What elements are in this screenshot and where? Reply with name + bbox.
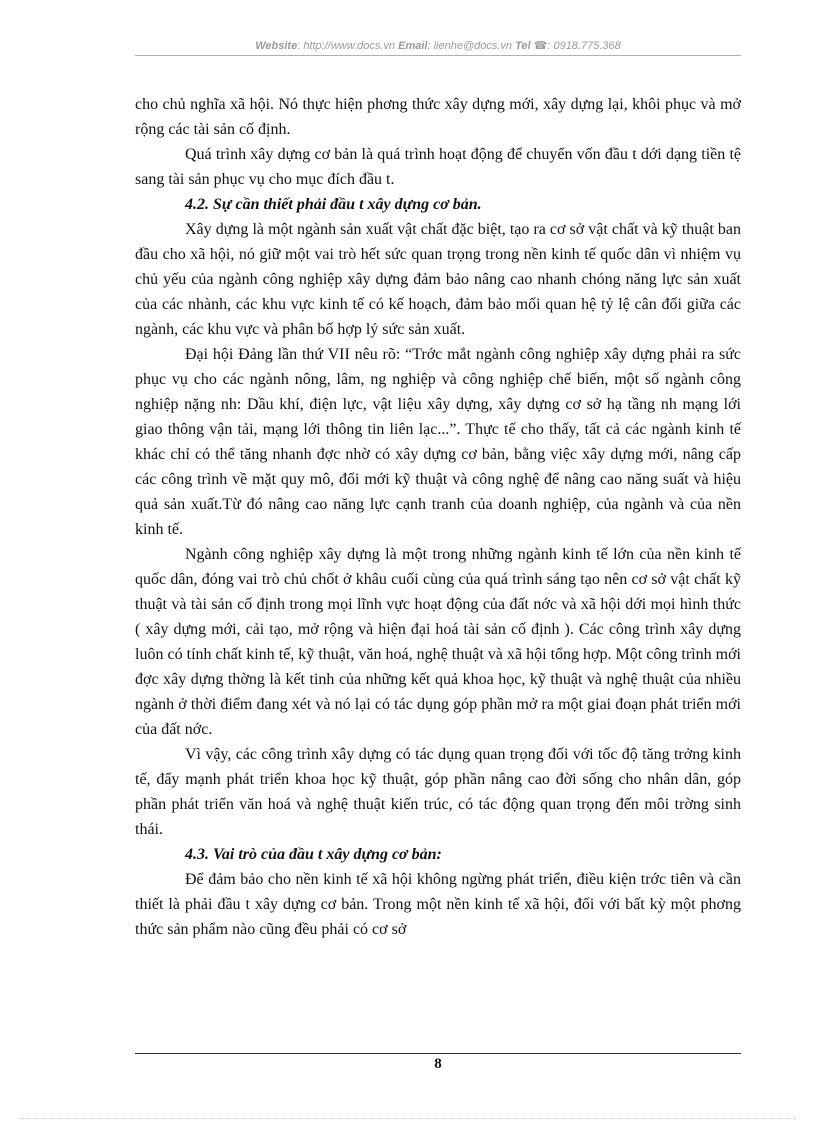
page-header bbox=[135, 38, 741, 54]
section-heading-4-2: 4.2. Sự cần thiết phải đầu t xây dựng cơ bản. bbox=[185, 196, 482, 213]
phone-icon: ☎ bbox=[533, 40, 548, 52]
paragraph-1: cho chủ nghĩa xã hội. Nó thực hiện phơng thức xây dựng mới, xây dựng lại, khôi phục và mở rộng các tài sản cố định. bbox=[135, 96, 741, 138]
website-label: Website bbox=[255, 40, 298, 52]
page-bottom-border bbox=[20, 1118, 796, 1119]
tel-label: Tel bbox=[515, 40, 531, 52]
paragraph-3: Xây dựng là một ngành sản xuất vật chất đặc biệt, tạo ra cơ sở vật chất và kỹ thuật ban đầu cho xã hội, nó giữ một vai trò hết sức quan trọng trong nền kinh tế quốc dân vì nhiệm vụ chủ yếu của ngành công nghiệp xây dựng đảm bảo nâng cao nhanh chóng năng lực sản xuất của các nhành, các khu vực kinh tế có kế hoạch, đảm bảo mối quan hệ tỷ lệ cân đối giữa các ngành, các khu vực và phân bố hợp lý sức sản xuất. bbox=[135, 221, 741, 338]
paragraph-7: Để đảm bảo cho nền kinh tế xã hội không ngừng phát triển, điều kiện trớc tiên và cần thiết là phải đầu t xây dựng cơ bản. Trong một nền kinh tế xã hội, đối với bất kỳ một phơng thức sản phẩm nào cũng đều phải có cơ sở bbox=[135, 871, 741, 938]
header-divider bbox=[135, 55, 741, 56]
page-number: 8 bbox=[434, 1056, 442, 1072]
email-label: Email bbox=[398, 40, 428, 52]
paragraph-6: Vì vậy, các công trình xây dựng có tác dụng quan trọng đối với tốc độ tăng trởng kinh tế, đẩy mạnh phát triển khoa học kỹ thuật, góp phần nâng cao đời sống cho nhân dân, góp phần phát triển văn hoá và nghệ thuật kiến trúc, có tác động quan trọng đến môi trờng sinh thái. bbox=[135, 746, 741, 838]
paragraph-4: Đại hội Đảng lần thứ VII nêu rõ: “Trớc mắt ngành công nghiệp xây dựng phải ra sức phục vụ cho các ngành nông, lâm, ng nghiệp và công nghiệp chế biến, một số ngành công nghiệp nặng nh: Dầu khí, điện lực, vật liệu xây dựng, xây dựng cơ sở hạ tầng nh mạng lới giao thông vận tải, mạng lới thông tin liên lạc...”. Thực tế cho thấy, tất cả các ngành kinh tế khác chỉ có thể tăng nhanh đợc nhờ có xây dựng cơ bản, bằng việc xây dựng mới, nâng cấp các công trình về mặt quy mô, đổi mới kỹ thuật và công nghệ để nâng cao năng suất và hiệu quả sản xuất.Từ đó nâng cao năng lực cạnh tranh của doanh nghiệp, của ngành và của nền kinh tế. bbox=[135, 346, 741, 538]
tel-value: : 0918.775.368 bbox=[547, 40, 621, 52]
paragraph-2: Quá trình xây dựng cơ bản là quá trình hoạt động để chuyển vốn đầu t dới dạng tiền tệ sang tài sản phục vụ cho mục đích đầu t. bbox=[135, 146, 741, 188]
website-value: : http://www.docs.vn bbox=[297, 40, 396, 52]
footer-divider bbox=[135, 1053, 741, 1054]
document-body bbox=[135, 92, 741, 942]
email-value: : lienhe@docs.vn bbox=[427, 40, 513, 52]
paragraph-5: Ngành công nghiệp xây dựng là một trong những ngành kinh tế lớn của nền kinh tế quốc dân, đóng vai trò chủ chốt ở khâu cuối cùng của quá trình sáng tạo nên cơ sở vật chất kỹ thuật và tài sản cố định trong mọi lĩnh vực hoạt động của đất nớc và xã hội dới mọi hình thức ( xây dựng mới, cải tạo, mở rộng và hiện đại hoá tài sản cố định ). Các công trình xây dựng luôn có tính chất kinh tế, kỹ thuật, văn hoá, nghệ thuật và xã hội tổng hợp. Một công trình mới đợc xây dựng thờng là kết tinh của những kết quả khoa học, kỹ thuật và nghệ thuật của nhiều ngành ở thời điểm đang xét và nó lại có tác dụng góp phần mở ra một giai đoạn phát triển mới của đất nớc. bbox=[135, 546, 741, 738]
section-heading-4-3: 4.3. Vai trò của đầu t xây dựng cơ bản: bbox=[185, 846, 442, 863]
